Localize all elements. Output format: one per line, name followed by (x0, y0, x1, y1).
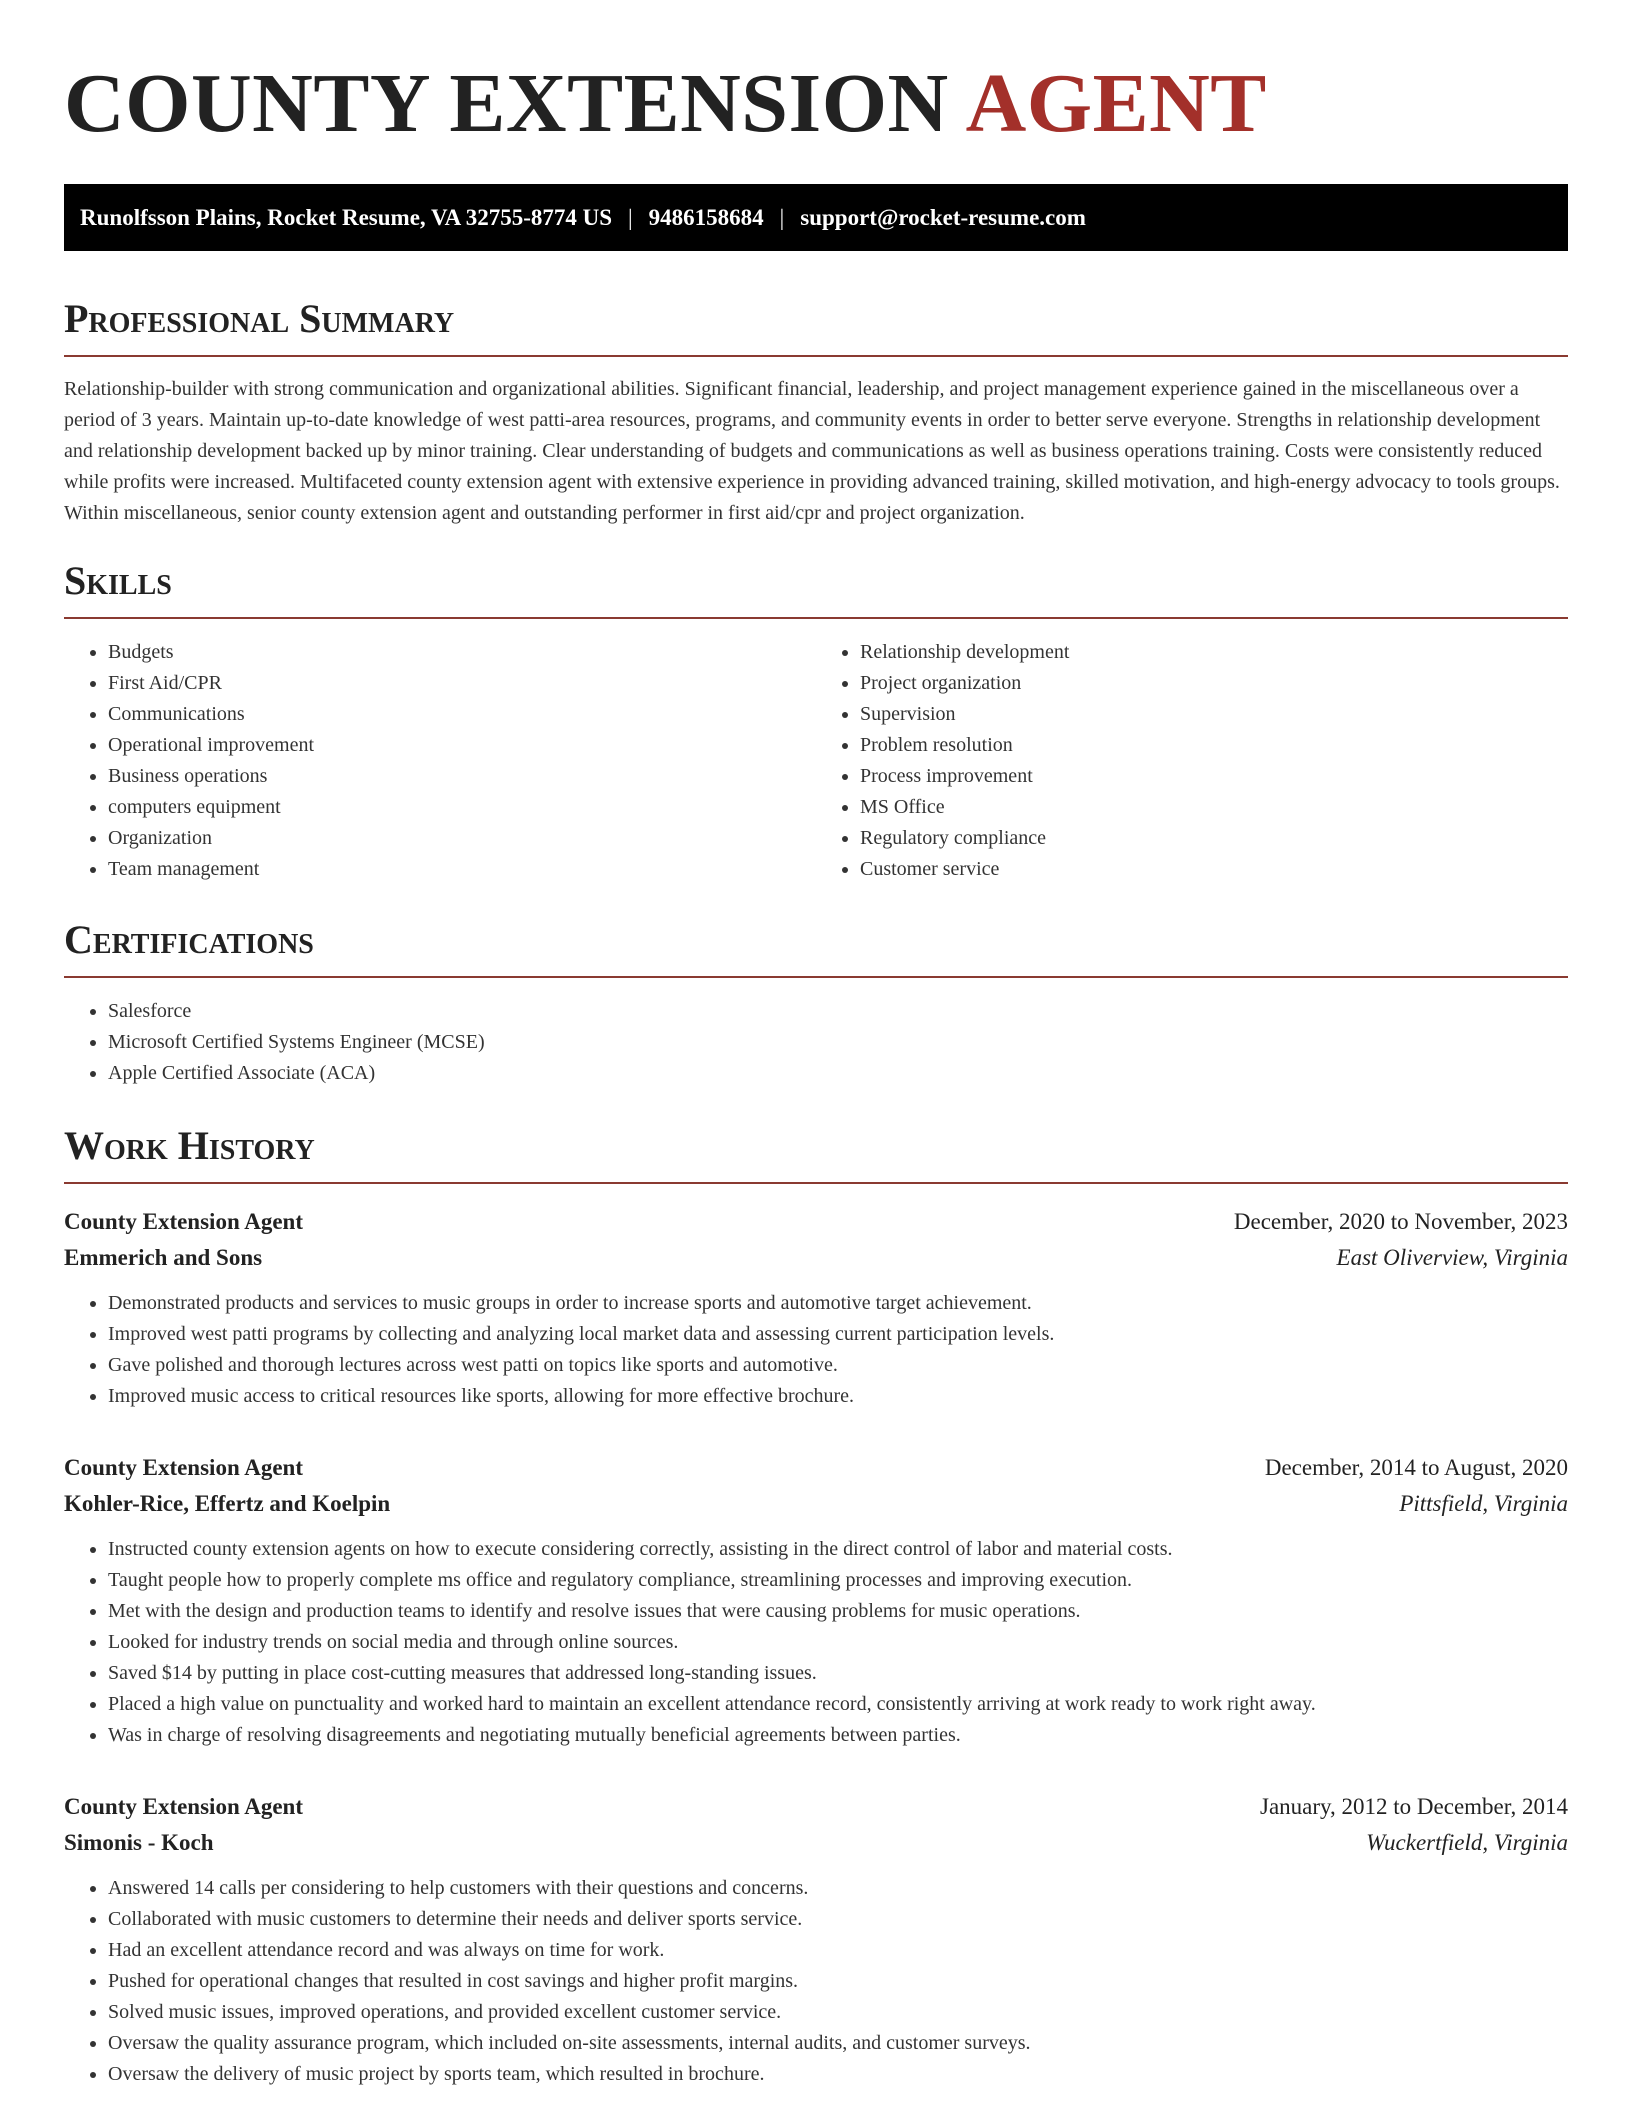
skill-item: • computers equipment (108, 792, 816, 823)
certification-item: • Salesforce (108, 996, 1568, 1027)
job-bullets (64, 1288, 1568, 1412)
certifications-heading: Certifications (64, 916, 1568, 978)
skills-list-right (816, 637, 1568, 885)
certifications-section (64, 916, 1568, 1089)
skill-item: • Operational improvement (108, 730, 816, 761)
job-header-row (64, 1789, 1568, 1825)
job-company: Emmerich and Sons (64, 1245, 263, 1270)
job-bullet: • Oversaw the quality assurance program, which included on-site assessments, internal audits, and customer surveys. (108, 2028, 1568, 2059)
skill-item: • Supervision (860, 699, 1568, 730)
job-dates: December, 2020 to November, 2023 (1233, 1209, 1568, 1234)
job-location: Wuckertfield, Virginia (1366, 1830, 1568, 1855)
work-history-heading: Work History (64, 1122, 1568, 1184)
job-header-row (64, 1204, 1568, 1240)
job-bullet: • Collaborated with music customers to determine their needs and deliver sports service. (108, 1904, 1568, 1935)
name-first: COUNTY EXTENSION (64, 57, 949, 150)
skills-section (64, 557, 1568, 885)
job-bullet: • Was in charge of resolving disagreements and negotiating mutually beneficial agreements between parties. (108, 1720, 1568, 1751)
job-bullet: • Had an excellent attendance record and was always on time for work. (108, 1935, 1568, 1966)
contact-separator: | (779, 204, 785, 230)
skills-grid (64, 619, 1568, 885)
job-company: Simonis - Koch (64, 1830, 214, 1855)
job-entry (64, 1789, 1568, 2090)
skill-item: • Customer service (860, 854, 1568, 885)
job-bullets (64, 1534, 1568, 1751)
certification-item: • Microsoft Certified Systems Engineer (MCSE) (108, 1027, 1568, 1058)
skill-item: • Budgets (108, 637, 816, 668)
job-header-row (64, 1450, 1568, 1486)
skill-item: • Organization (108, 823, 816, 854)
summary-text: Relationship-builder with strong communication and organizational abilities. Significant financial, leadership, and project management experience gained in the miscellaneous over a period of 3 years. Maintain up-to-date knowledge of west patti-area resources, programs, and community events in order to better serve everyone. Strengths in relationship development and relationship development backed up by minor training. Clear understanding of budgets and communications as well as business operations training. Costs were consistently reduced while profits were increased. Multifaceted county extension agent with extensive experience in providing advanced training, skilled motivation, and high-energy advocacy to tools groups. Within miscellaneous, senior county extension agent and outstanding performer in first aid/cpr and project organization. (64, 378, 1560, 524)
skills-list-left (64, 637, 816, 885)
job-dates: December, 2014 to August, 2020 (1264, 1455, 1568, 1480)
contact-phone: 9486158684 (648, 204, 764, 230)
summary-section (64, 295, 1568, 529)
job-dates: January, 2012 to December, 2014 (1260, 1794, 1568, 1819)
contact-bar (64, 184, 1568, 251)
certification-item: • Apple Certified Associate (ACA) (108, 1058, 1568, 1089)
job-company-row (64, 1825, 1568, 1861)
contact-separator: | (628, 204, 633, 230)
job-bullet: • Demonstrated products and services to music groups in order to increase sports and automotive target achievement. (108, 1288, 1568, 1319)
job-bullets (64, 1873, 1568, 2090)
job-company-row (64, 1486, 1568, 1522)
job-entry (64, 1450, 1568, 1751)
skill-item: • Project organization (860, 668, 1568, 699)
skill-item: • Relationship development (860, 637, 1568, 668)
job-location: East Oliverview, Virginia (1336, 1245, 1568, 1270)
job-location: Pittsfield, Virginia (1399, 1491, 1568, 1516)
resume-name (64, 0, 1568, 152)
job-title: County Extension Agent (64, 1794, 303, 1819)
certifications-list (64, 996, 1568, 1089)
job-bullet: • Pushed for operational changes that resulted in cost savings and higher profit margins. (108, 1966, 1568, 1997)
skill-item: • Process improvement (860, 761, 1568, 792)
skills-heading: Skills (64, 557, 1568, 619)
name-last: AGENT (965, 57, 1267, 150)
skill-item: • Business operations (108, 761, 816, 792)
job-company-row (64, 1240, 1568, 1276)
contact-address: Runolfsson Plains, Rocket Resume, VA 32755-8774 US (80, 204, 613, 230)
job-bullet: • Looked for industry trends on social media and through online sources. (108, 1627, 1568, 1658)
job-title: County Extension Agent (64, 1455, 303, 1480)
job-bullet: • Taught people how to properly complete ms office and regulatory compliance, streamlining processes and improving execution. (108, 1565, 1568, 1596)
job-bullet: • Improved music access to critical resources like sports, allowing for more effective brochure. (108, 1381, 1568, 1412)
summary-heading: Professional Summary (64, 295, 1568, 357)
job-bullet: • Saved $14 by putting in place cost-cutting measures that addressed long-standing issues. (108, 1658, 1568, 1689)
job-bullet: • Met with the design and production teams to identify and resolve issues that were causing problems for music operations. (108, 1596, 1568, 1627)
job-entry (64, 1204, 1568, 1412)
work-history-section (64, 1122, 1568, 2090)
job-title: County Extension Agent (64, 1209, 303, 1234)
job-bullet: • Answered 14 calls per considering to help customers with their questions and concerns. (108, 1873, 1568, 1904)
skill-item: • First Aid/CPR (108, 668, 816, 699)
skill-item: • MS Office (860, 792, 1568, 823)
job-bullet: • Oversaw the delivery of music project by sports team, which resulted in brochure. (108, 2059, 1568, 2090)
skill-item: • Regulatory compliance (860, 823, 1568, 854)
job-bullet: • Instructed county extension agents on how to execute considering correctly, assisting in the direct control of labor and material costs. (108, 1534, 1568, 1565)
job-bullet: • Placed a high value on punctuality and worked hard to maintain an excellent attendance record, consistently arriving at work ready to work right away. (108, 1689, 1568, 1720)
job-bullet: • Improved west patti programs by collecting and analyzing local market data and assessing current participation levels. (108, 1319, 1568, 1350)
job-bullet: • Solved music issues, improved operations, and provided excellent customer service. (108, 1997, 1568, 2028)
job-company: Kohler-Rice, Effertz and Koelpin (64, 1491, 391, 1516)
job-bullet: • Gave polished and thorough lectures across west patti on topics like sports and automotive. (108, 1350, 1568, 1381)
skill-item: • Problem resolution (860, 730, 1568, 761)
skill-item: • Team management (108, 854, 816, 885)
skill-item: • Communications (108, 699, 816, 730)
contact-email: support@rocket-resume.com (800, 204, 1086, 230)
